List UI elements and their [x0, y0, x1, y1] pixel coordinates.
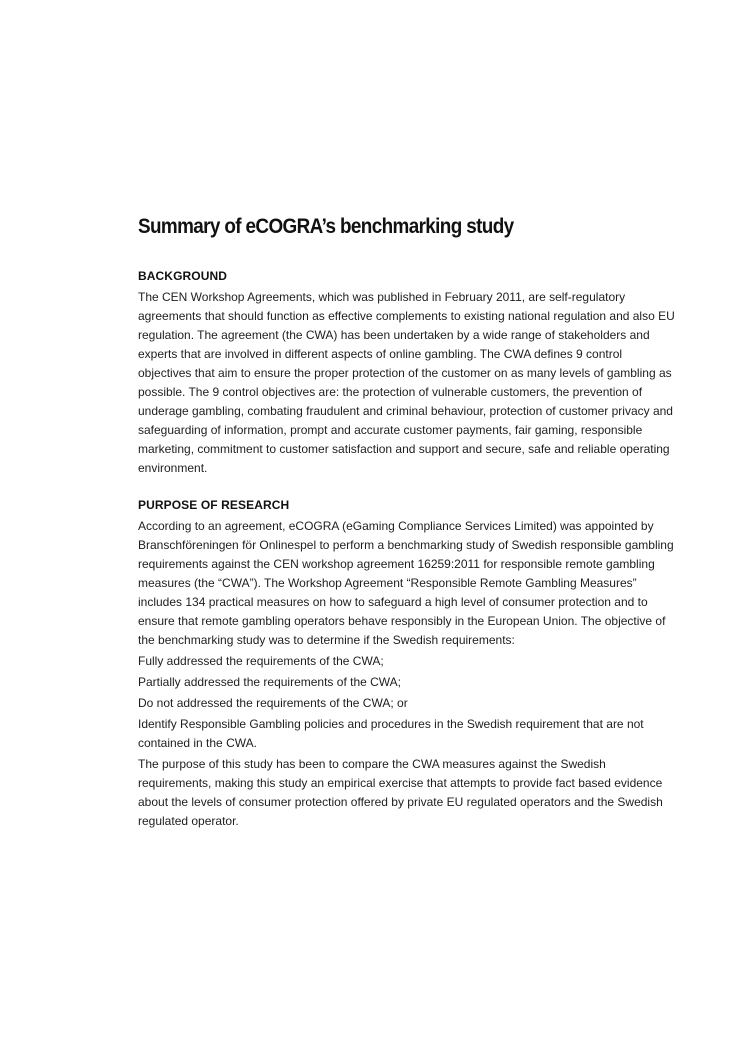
purpose-criterion-fully: Fully addressed the requirements of the CWA;: [138, 654, 384, 668]
document-body: [138, 213, 676, 831]
purpose-paragraph-intro: According to an agreement, eCOGRA (eGaming Compliance Services Limited) was appointed by Branschföreningen för Onlinespel to perform a benchmarking study of Swedish responsible gambling requirements against the CEN workshop agreement 16259:2011 for responsible remote gambling measures (the “CWA”). The Workshop Agreement “Responsible Remote Gambling Measures” includes 134 practical measures on how to safeguard a high level of consumer protection and to ensure that remote gambling operators behave responsibly in the European Union. The objective of the benchmarking study was to determine if the Swedish requirements:: [138, 519, 674, 647]
purpose-criterion-identify: Identify Responsible Gambling policies and procedures in the Swedish requirement that are not contained in the CWA.: [138, 717, 644, 750]
purpose-paragraph-conclusion: The purpose of this study has been to compare the CWA measures against the Swedish requirements, making this study an empirical exercise that attempts to provide fact based evidence about the levels of consumer protection offered by private EU regulated operators and the Swedish regulated operator.: [138, 757, 663, 828]
background-paragraph: The CEN Workshop Agreements, which was published in February 2011, are self-regulatory agreements that should function as effective complements to existing national regulation and also EU regulation. The agreement (the CWA) has been undertaken by a wide range of stakeholders and experts that are involved in different aspects of online gambling. The CWA defines 9 control objectives that aim to ensure the proper protection of the customer on as many levels of gambling as possible. The 9 control objectives are: the protection of vulnerable customers, the prevention of underage gambling, combating fraudulent and criminal behaviour, protection of customer privacy and safeguarding of information, prompt and accurate customer payments, fair gaming, responsible marketing, commitment to customer satisfaction and support and secure, safe and reliable operating environment.: [138, 290, 675, 475]
section-background: [138, 268, 676, 478]
document-title: Summary of eCOGRA’s benchmarking study: [138, 215, 514, 238]
section-purpose-of-research: [138, 497, 676, 831]
section-heading-purpose-of-research: PURPOSE OF RESEARCH: [138, 498, 290, 512]
purpose-criterion-not-addressed: Do not addressed the requirements of the CWA; or: [138, 696, 408, 710]
purpose-criterion-partially: Partially addressed the requirements of the CWA;: [138, 675, 402, 689]
section-heading-background: BACKGROUND: [138, 269, 227, 283]
